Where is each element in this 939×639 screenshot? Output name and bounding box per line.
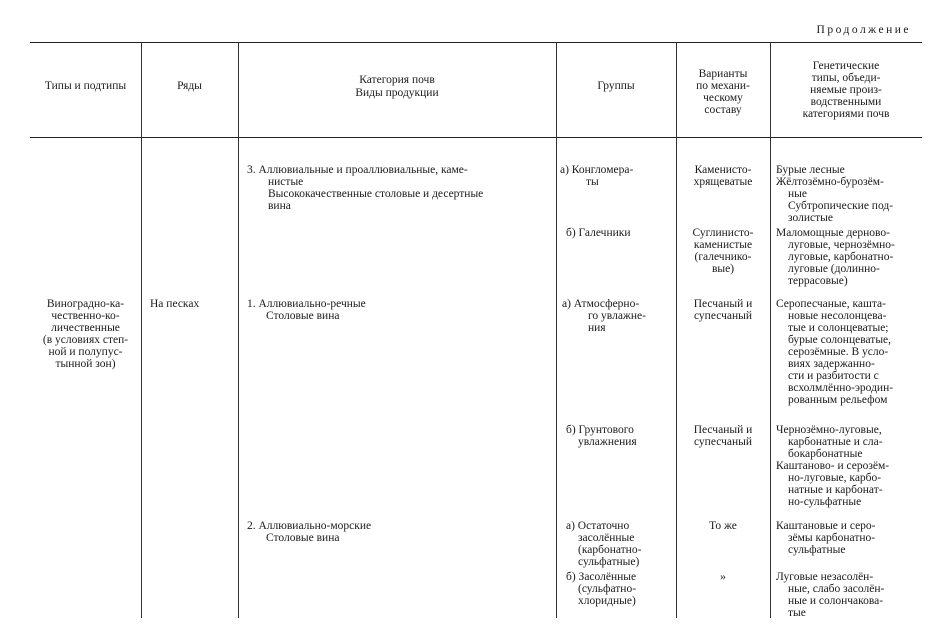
col-divider-3 bbox=[556, 43, 557, 618]
variant-line: Песчаный и bbox=[693, 424, 753, 436]
header-types: Типы и подтипы bbox=[44, 80, 127, 92]
header-category-line: Категория почв bbox=[359, 74, 435, 86]
category-line: нистые bbox=[268, 176, 304, 188]
variant-line: супесчаный bbox=[693, 436, 753, 448]
genetic-line: Маломощные дерново- bbox=[776, 227, 890, 239]
category-line: 3. Аллювиальные и проаллювиальные, каме- bbox=[247, 164, 468, 176]
genetic-line: натные и карбонат- bbox=[788, 484, 883, 496]
variant-line: вые) bbox=[711, 263, 735, 275]
genetic-2a bbox=[776, 298, 893, 406]
genetic-line: сти и разбитости с bbox=[788, 370, 879, 382]
header-genetic-line: няемые произ- bbox=[810, 84, 882, 96]
group-line: б) Засолённые bbox=[566, 571, 637, 583]
genetic-line: Чернозёмно-луговые, bbox=[776, 424, 882, 436]
genetic-line: новые несолонцева- bbox=[788, 310, 887, 322]
table-top-rule bbox=[30, 42, 922, 43]
genetic-line: серозёмные. В усло- bbox=[788, 346, 889, 358]
genetic-line: луговые, карбонатно- bbox=[788, 251, 894, 263]
category-3 bbox=[247, 520, 371, 544]
type-cell-line: тынной зон) bbox=[55, 358, 116, 370]
type-cell-line: Виноградно-ка- bbox=[46, 298, 125, 310]
header-category-line: Виды продукции bbox=[355, 87, 439, 99]
genetic-line: Серопесчаные, кашта- bbox=[776, 298, 886, 310]
genetic-line: Жёлтозёмно-бурозём- bbox=[776, 176, 884, 188]
header-variants-line: составу bbox=[704, 104, 742, 116]
group-line: (карбонатно- bbox=[578, 544, 642, 556]
genetic-2b bbox=[776, 424, 889, 508]
genetic-line: ные, слабо засолён- bbox=[788, 583, 885, 595]
group-line: ты bbox=[586, 176, 599, 188]
group-2a bbox=[562, 298, 646, 334]
col-divider-2 bbox=[238, 43, 239, 618]
group-line: хлоридные) bbox=[578, 595, 636, 607]
variant-3a: То же bbox=[709, 520, 737, 532]
genetic-line: Бурые лесные bbox=[776, 164, 845, 176]
genetic-line: но-луговые, карбо- bbox=[788, 472, 882, 484]
variant-line: Песчаный и bbox=[693, 298, 753, 310]
group-2b bbox=[566, 424, 637, 448]
genetic-line: виях задержанно- bbox=[788, 358, 875, 370]
genetic-line: бокарбонатные bbox=[788, 448, 863, 460]
variant-2a bbox=[676, 298, 770, 322]
header-genetic-line: типы, объеди- bbox=[811, 72, 881, 84]
header-genetic-line: категориями почв bbox=[802, 108, 890, 120]
genetic-line: золистые bbox=[788, 212, 833, 224]
category-line: Столовые вина bbox=[266, 532, 340, 544]
continuation-label: Продолжение bbox=[816, 24, 911, 36]
header-variants-line: по механи- bbox=[696, 80, 750, 92]
group-line: а) Атмосферно- bbox=[562, 298, 640, 310]
group-line: увлажнения bbox=[578, 436, 637, 448]
variant-3b: » bbox=[720, 571, 726, 583]
group-line: засолённые bbox=[578, 532, 635, 544]
genetic-line: Каштаново- и серозём- bbox=[776, 460, 890, 472]
type-cell bbox=[30, 298, 141, 370]
group-3b bbox=[566, 571, 636, 607]
genetic-line: тые и солонцеватые; bbox=[788, 322, 889, 334]
genetic-line: Каштановые и серо- bbox=[776, 520, 876, 532]
group-line: ния bbox=[588, 322, 606, 334]
group-1b: б) Галечники bbox=[566, 227, 631, 239]
genetic-3b bbox=[776, 571, 884, 619]
genetic-line: ные и солончакова- bbox=[788, 595, 884, 607]
genetic-1b bbox=[776, 227, 895, 287]
variant-1b bbox=[676, 227, 770, 275]
group-line: сульфатные) bbox=[578, 556, 640, 568]
header-groups: Группы bbox=[597, 80, 635, 92]
variant-1a bbox=[676, 164, 770, 188]
header-rows: Ряды bbox=[177, 80, 202, 92]
category-line: Столовые вина bbox=[266, 310, 340, 322]
category-line: вина bbox=[268, 200, 291, 212]
variant-line: хрящеватые bbox=[693, 176, 753, 188]
type-cell-line: чественно-ко- bbox=[51, 310, 120, 322]
category-2 bbox=[247, 298, 366, 322]
group-line: б) Грунтового bbox=[566, 424, 634, 436]
group-line: (сульфатно- bbox=[578, 583, 637, 595]
genetic-line: карбонатные и сла- bbox=[788, 436, 883, 448]
row-cell: На песках bbox=[150, 298, 200, 310]
variant-line: (галечнико- bbox=[694, 251, 752, 263]
genetic-line: тые bbox=[788, 607, 806, 619]
col-divider-1 bbox=[141, 43, 142, 618]
group-line: а) Конгломера- bbox=[560, 164, 634, 176]
genetic-line: Луговые незасолён- bbox=[776, 571, 874, 583]
genetic-3a bbox=[776, 520, 876, 556]
group-line: го увлажне- bbox=[588, 310, 646, 322]
variant-line: Каменисто- bbox=[694, 164, 752, 176]
variant-line: каменистые bbox=[693, 239, 753, 251]
genetic-line: луговые, чернозёмно- bbox=[788, 239, 895, 251]
header-genetic bbox=[770, 60, 922, 120]
header-category bbox=[238, 74, 556, 100]
variant-line: супесчаный bbox=[693, 310, 753, 322]
variant-2b bbox=[676, 424, 770, 448]
category-line: 2. Аллювиально-морские bbox=[247, 520, 372, 532]
genetic-line: Субтропические под- bbox=[788, 200, 894, 212]
type-cell-line: ной и полупус- bbox=[48, 346, 123, 358]
group-1a bbox=[560, 164, 633, 188]
header-variants-line: ческому bbox=[703, 92, 743, 104]
col-divider-5 bbox=[770, 43, 771, 618]
group-line: а) Остаточно bbox=[566, 520, 630, 532]
genetic-line: террасовые) bbox=[788, 275, 848, 287]
genetic-line: сульфатные bbox=[788, 544, 846, 556]
genetic-line: но-сульфатные bbox=[788, 496, 862, 508]
category-line: 1. Аллювиально-речные bbox=[247, 298, 366, 310]
category-line: Высококачественные столовые и десертные bbox=[268, 188, 484, 200]
type-cell-line: личественные bbox=[51, 322, 120, 334]
header-bottom-rule bbox=[30, 137, 922, 138]
category-1 bbox=[247, 164, 483, 212]
genetic-line: рованным рельефом bbox=[788, 394, 888, 406]
header-genetic-line: Генетические bbox=[812, 60, 880, 72]
group-3a bbox=[566, 520, 641, 568]
type-cell-line: (в условиях степ- bbox=[42, 334, 129, 346]
genetic-line: зёмы карбонатно- bbox=[788, 532, 876, 544]
header-variants bbox=[676, 68, 770, 116]
genetic-line: бурые солонцеватые, bbox=[788, 334, 892, 346]
genetic-line: луговые (долинно- bbox=[788, 263, 880, 275]
header-variants-line: Варианты bbox=[698, 68, 748, 80]
genetic-line: всхолмлённо-эродин- bbox=[788, 382, 894, 394]
variant-line: Суглинисто- bbox=[692, 227, 754, 239]
genetic-1a bbox=[776, 164, 893, 224]
genetic-line: ные bbox=[788, 188, 807, 200]
header-genetic-line: водственными bbox=[810, 96, 882, 108]
